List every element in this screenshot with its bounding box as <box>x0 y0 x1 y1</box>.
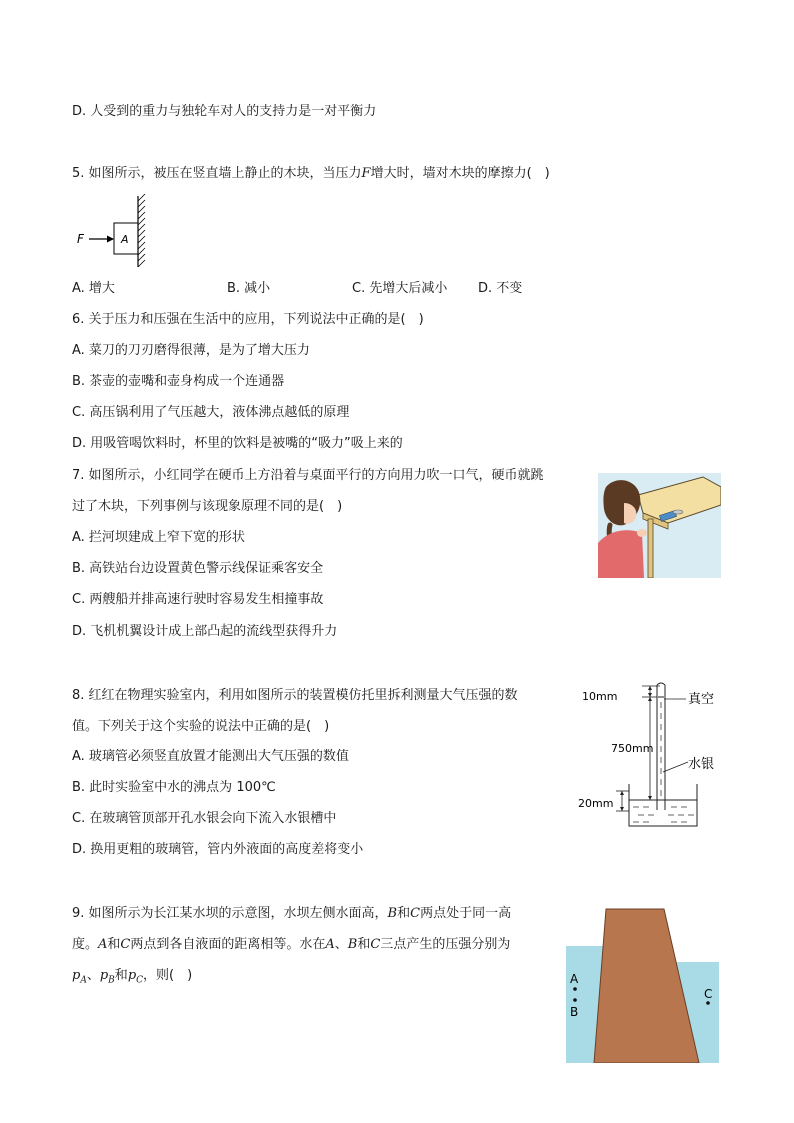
q7-figure-girl-blowing-coin <box>598 473 721 578</box>
q8-label-20mm: 20mm <box>578 797 614 810</box>
arrow-10-up <box>648 686 652 690</box>
q9-figure-dam <box>566 908 719 1063</box>
q4-option-d: D. 人受到的重力与独轮车对人的支持力是一对平衡力 <box>72 104 377 119</box>
q5-option-b: B. 减小 <box>227 281 271 296</box>
arrow-750-up <box>648 697 652 701</box>
q8-label-vacuum: 真空 <box>688 692 715 707</box>
q8-label-750mm: 750mm <box>611 742 654 755</box>
q5-stem <box>72 164 550 184</box>
q8-figure-torricelli <box>576 680 726 832</box>
girl-shirt <box>598 530 644 578</box>
arrow-20-up <box>620 791 624 795</box>
q7-option-c: C. 两艘船并排高速行驶时容易发生相撞事故 <box>72 592 324 607</box>
q6-option-c: C. 高压锅利用了气压越大，液体沸点越低的原理 <box>72 405 350 420</box>
q6-option-b: B. 茶壶的壶嘴和壶身构成一个连通器 <box>72 374 285 389</box>
coin <box>673 510 683 514</box>
q7-option-a: A. 拦河坝建成上窄下宽的形状 <box>72 530 245 545</box>
arrow-20-down <box>620 807 624 811</box>
q8-label-10mm: 10mm <box>582 690 618 703</box>
trough-mercury-dashes <box>633 807 694 822</box>
point-a-dot <box>573 987 577 991</box>
point-b-dot <box>573 998 577 1002</box>
q5-figure <box>74 194 160 270</box>
force-arrowhead <box>107 236 114 243</box>
tube-top <box>657 683 665 685</box>
q8-stem-line2: 值。下列关于这个实验的说法中正确的是( ) <box>72 719 330 734</box>
q9-point-c-label: C <box>704 987 713 1001</box>
wall-hatching <box>138 194 145 267</box>
q7-option-b: B. 高铁站台边设置黄色警示线保证乘客安全 <box>72 561 324 576</box>
q9-point-a-label: A <box>570 972 579 986</box>
q5-force-label: F <box>77 232 84 246</box>
mercury-trough <box>629 784 697 826</box>
q8-label-mercury: 水银 <box>688 757 715 772</box>
q5-block-label: A <box>121 233 129 246</box>
q9-stem-line2: 度。A和C两点到各自液面的距离相等。水在A、B和C三点产生的压强分别为 <box>72 937 511 952</box>
arrow-750-down <box>648 796 652 800</box>
q5-option-d: D. 不变 <box>478 281 523 296</box>
q6-option-d: D. 用吸管喝饮料时，杯里的饮料是被嘴的“吸力”吸上来的 <box>72 436 403 451</box>
q5-option-c: C. 先增大后减小 <box>352 281 448 296</box>
q6-option-a: A. 菜刀的刀刃磨得很薄，是为了增大压力 <box>72 343 310 358</box>
point-c-dot <box>706 1001 710 1005</box>
q7-stem-line2: 过了木块，下列事例与该现象原理不同的是( ) <box>72 499 343 514</box>
q9-stem-line1: 9. 如图所示为长江某水坝的示意图，水坝左侧水面高，B和C两点处于同一高 <box>72 906 512 921</box>
table-leg <box>648 519 653 578</box>
mercury-pointer <box>663 762 688 772</box>
arrow-10-down <box>648 693 652 697</box>
q5-stem-var: F <box>361 166 371 181</box>
q8-option-b: B. 此时实验室中水的沸点为 100℃ <box>72 780 276 795</box>
q9-stem-line3: $p_A$、$p_B$和$p_C$，则( ) <box>72 968 193 986</box>
q8-option-c: C. 在玻璃管顶部开孔水银会向下流入水银槽中 <box>72 811 337 826</box>
q6-stem: 6. 关于压力和压强在生活中的应用，下列说法中正确的是( ) <box>72 312 424 327</box>
girl-hand <box>637 529 647 537</box>
q5-option-a: A. 增大 <box>72 281 115 296</box>
q8-option-a: A. 玻璃管必须竖直放置才能测出大气压强的数值 <box>72 749 349 764</box>
q7-option-d: D. 飞机机翼设计成上部凸起的流线型获得升力 <box>72 624 338 639</box>
q9-point-b-label: B <box>570 1005 579 1019</box>
q7-stem-line1: 7. 如图所示，小红同学在硬币上方沿着与桌面平行的方向用力吹一口气，硬币就跳 <box>72 468 544 483</box>
q8-stem-line1: 8. 红红在物理实验室内，利用如图所示的装置模仿托里拆利测量大气压强的数 <box>72 688 518 703</box>
q5-stem-post: 增大时，墙对木块的摩擦力( ) <box>370 166 550 181</box>
q8-option-d: D. 换用更粗的玻璃管，管内外液面的高度差将变小 <box>72 842 364 857</box>
q5-stem-pre: 5. 如图所示，被压在竖直墙上静止的木块，当压力 <box>72 166 362 181</box>
